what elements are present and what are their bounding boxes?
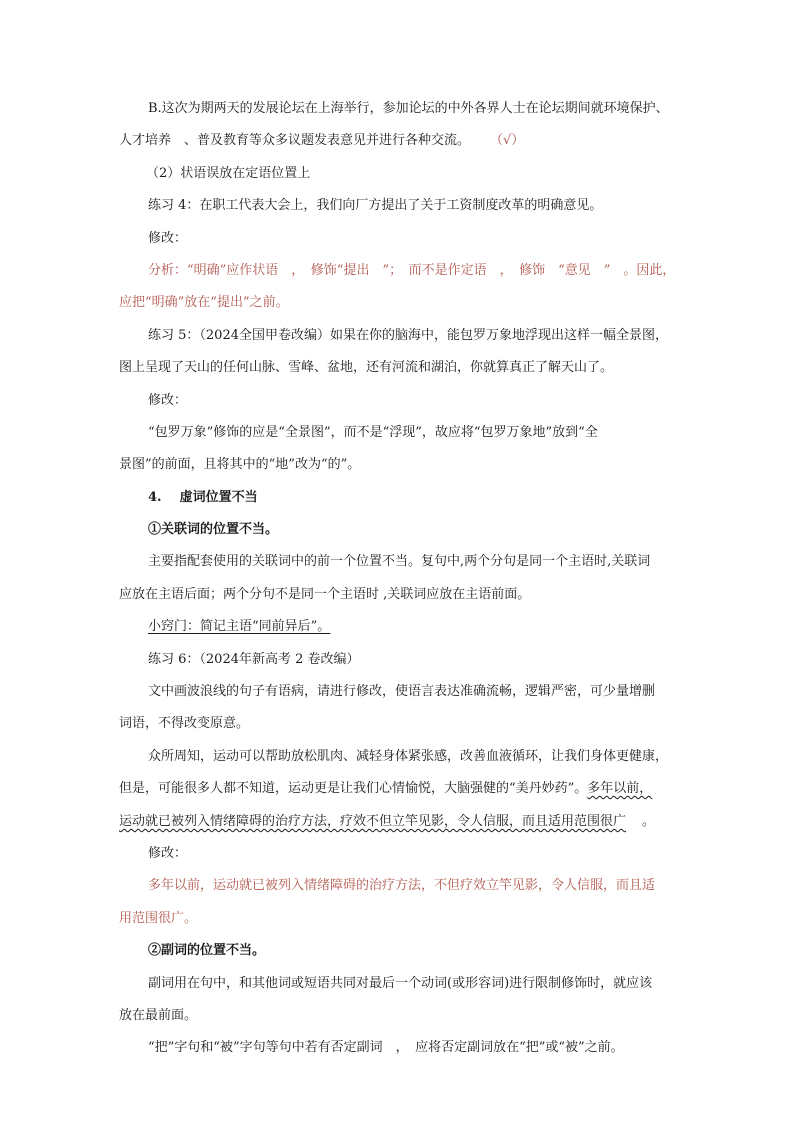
analysis-line: 分析：“明确”应作状语 ， 修饰“提出 ”； 而不是作定语 ， 修饰 “意见 ” 。因此，	[148, 263, 676, 278]
subsection-heading: ②副词的位置不当。	[148, 943, 266, 958]
line-text: 。	[642, 814, 656, 829]
answer-line: 多年以前，运动就已被列入情绪障碍的治疗方法，不但疗效立竿见影，令人信服，而且适	[148, 878, 656, 893]
paragraph-line	[119, 813, 655, 831]
answer-line: 用范围很广。	[119, 911, 198, 926]
paragraph-line: 词语，不得改变原意。	[119, 716, 250, 731]
exercise-line: 练习 4：在职工代表大会上，我们向厂方提出了关于工资制度改革的明确意见。	[148, 198, 603, 213]
paragraph-line: B.这次为期两天的发展论坛在上海举行，参加论坛的中外各界人士在论坛期间就环境保护、	[148, 101, 669, 116]
paragraph-line: 副词用在句中，和其他词或短语共同对最后一个动词(或形容词)进行限制修饰时，就应该	[148, 976, 653, 991]
answer-line: 景图”的前面，且将其中的“地”改为“的”。	[119, 457, 361, 472]
subsection-heading: （2）状语误放在定语位置上	[146, 166, 311, 181]
wavy-underlined-text: 运动就已被列入情绪障碍的治疗方法，疗效不但立竿见影，令人信服，而且适用范围很广	[119, 814, 627, 829]
exercise-line: 练习 5：（2024全国甲卷改编）如果在你的脑海中，能包罗万象地浮现出这样一幅全景图，	[148, 328, 668, 343]
paragraph-line	[119, 132, 524, 150]
subsection-heading: ①关联词的位置不当。	[148, 522, 279, 537]
wavy-underlined-text: 多年以前，	[587, 781, 653, 796]
paragraph-line	[119, 780, 652, 798]
answer-line: “包罗万象”修饰的应是“全景图”，而不是“浮现”，故应将“包罗万象地”放到“全	[148, 425, 598, 440]
tip-line: 小窍门：简记主语“同前异后”。	[148, 619, 331, 634]
section-title: 虚词位置不当	[179, 490, 258, 505]
analysis-line: 应把“明确”放在“提出”之前。	[119, 295, 289, 310]
paragraph-line: 主要指配套使用的关联词中的前一个位置不当。复句中,两个分句是同一个主语时,关联词	[148, 554, 651, 569]
revise-label: 修改：	[148, 231, 188, 246]
line-text: 但是，可能很多人都不知道，运动更是让我们心情愉悦，大脑强健的“美丹妙药”。	[119, 781, 588, 796]
paragraph-line: 图上呈现了天山的任何山脉、雪峰、盆地，还有河流和湖泊，你就算真正了解天山了。	[119, 360, 614, 375]
check-mark: （√）	[490, 133, 525, 148]
exercise-line: 练习 6：（2024年新高考 2 卷改编）	[148, 652, 360, 667]
paragraph-line: “把”字句和“被”字句等句中若有否定副词 ， 应将否定副词放在“把”或“被”之前。	[148, 1040, 624, 1055]
section-number: 4.	[148, 490, 162, 505]
revise-label: 修改：	[148, 393, 188, 408]
paragraph-line: 众所周知，运动可以帮助放松肌肉、减轻身体紧张感，改善血液循环，让我们身体更健康，	[148, 749, 669, 764]
paragraph-line: 放在最前面。	[119, 1008, 198, 1023]
line-text: 人才培养 、普及教育等众多议题发表意见并进行各种交流。	[119, 133, 471, 148]
section-heading	[148, 489, 258, 507]
paragraph-line: 应放在主语后面；两个分句不是同一个主语时 ,关联词应放在主语前面。	[119, 587, 531, 602]
paragraph-line: 文中画波浪线的句子有语病，请进行修改，使语言表达准确流畅，逻辑严密，可少量增删	[148, 684, 656, 699]
revise-label: 修改：	[148, 846, 188, 861]
